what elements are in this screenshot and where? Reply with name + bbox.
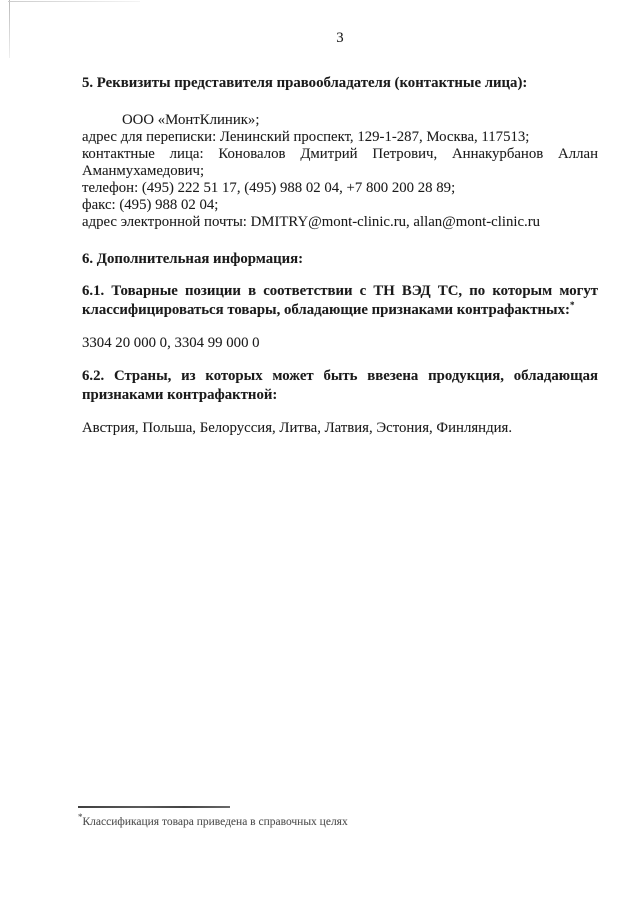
item-6-1-text: 6.1. Товарные позиции в соответствии с ТН ВЭД ТС, по которым могут классифицироваться товары, обладающие признаками контрафактных: xyxy=(82,283,598,318)
footnote xyxy=(78,806,498,829)
section6-heading: 6. Дополнительная информация: xyxy=(82,251,304,267)
item-6-2-paragraph: 6.2. Страны, из которых может быть ввезена продукция, обладающая признаками контрафактной: xyxy=(82,368,598,403)
contact-persons-line: контактные лица: Коновалов Дмитрий Петрович, Аннакурбанов Аллан Аманмухамедович; xyxy=(82,146,598,179)
tnved-codes: 3304 20 000 0, 3304 99 000 0 xyxy=(82,335,260,351)
fax-line: факс: (495) 988 02 04; xyxy=(82,197,219,213)
footnote-separator-rule xyxy=(78,806,230,808)
scan-artifact-horizontal-line xyxy=(8,1,140,2)
page-content xyxy=(82,30,598,437)
rightsholder-contact-details xyxy=(82,112,598,231)
email-line: адрес электронной почты: DMITRY@mont-clinic.ru, allan@mont-clinic.ru xyxy=(82,214,541,230)
item-6-1-paragraph xyxy=(82,282,598,320)
scan-artifact-vertical-line xyxy=(9,0,10,58)
footnote-reference-marker: * xyxy=(569,300,575,311)
company-name: ООО «МонтКлиник»; xyxy=(122,112,260,128)
footnote-line xyxy=(78,812,498,829)
page-number: 3 xyxy=(336,30,344,46)
countries-list: Австрия, Польша, Белоруссия, Литва, Латвия, Эстония, Финляндия. xyxy=(82,420,513,436)
section5-heading: 5. Реквизиты представителя правообладателя (контактные лица): xyxy=(82,75,528,91)
footnote-marker: * xyxy=(78,812,83,823)
phone-line: телефон: (495) 222 51 17, (495) 988 02 04, +7 800 200 28 89; xyxy=(82,180,456,196)
mailing-address-line: адрес для переписки: Ленинский проспект, 129-1-287, Москва, 117513; xyxy=(82,129,530,145)
footnote-text: Классификация товара приведена в справочных целях xyxy=(82,816,348,828)
